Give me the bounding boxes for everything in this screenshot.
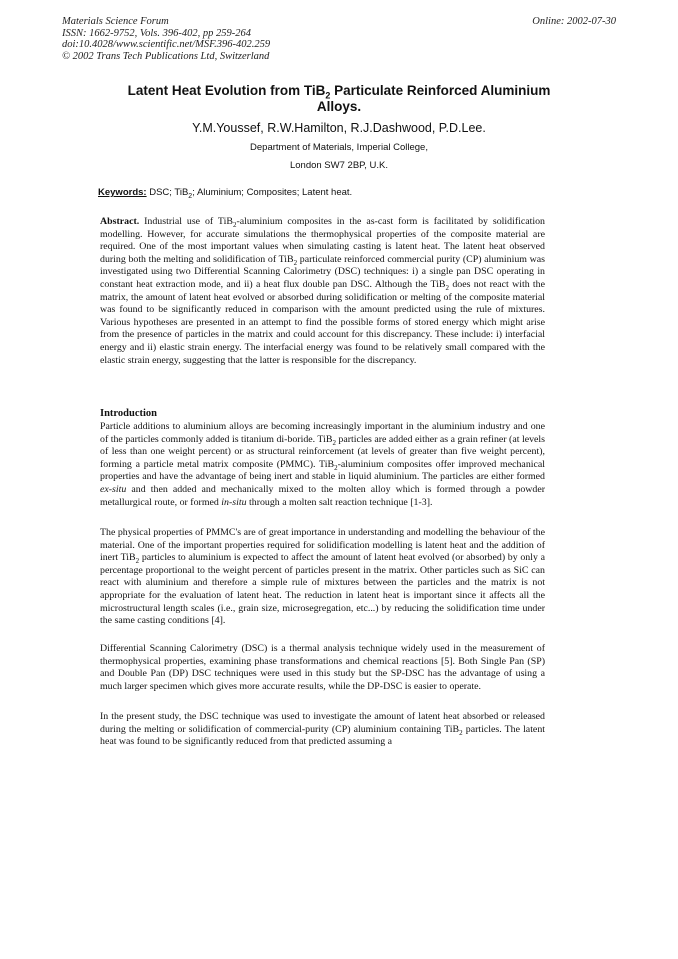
affiliation-address: London SW7 2BP, U.K. xyxy=(289,160,389,171)
doi-link[interactable]: doi:10.4028/www.scientific.net/MSF.396-402.259 xyxy=(62,39,271,50)
issn-line: ISSN: 1662-9752, Vols. 396-402, pp 259-264 xyxy=(62,27,251,39)
intro-paragraph-3: Differential Scanning Calorimetry (DSC) is a thermal analysis technique widely used in the measurement of thermophysical properties, examining phase transformations and chemical reactions [5]. Both Single Pan (SP) and Double Pan (DP) DSC techniques were used in this study but the SP-DSC has the advantage of using a much larger specimen which gives more accurate results, while the DP-DSC is easier to operate. xyxy=(100,643,545,692)
copyright-line: © 2002 Trans Tech Publications Ltd, Switzerland xyxy=(62,50,270,62)
journal-header xyxy=(62,16,462,62)
abstract-paragraph: Abstract. Industrial use of TiB$_2$-aluminium composites in the as-cast form is facilitated by solidification modelling. However, for accurate simulations the thermophysical properties of the composite material are required. One of the most important values when simulating casting is latent heat. The latent heat observed during both the melting and solidification of TiB$_2$ particulate reinforced commercial purity (CP) aluminium was investigated using two Differential Scanning Calorimetry (DSC) techniques: i) a single pan DSC operating in constant heat extraction mode, and ii) a heat flux double pan DSC. Although the TiB$_2$ does not react with the matrix, the amount of latent heat evolved or absorbed during solidification or melting of the composite material was found to be significantly reduced in comparison with the amount predicted using the rule of mixtures. Various hypotheses are presented in an attempt to find the possible forms of stored energy which might arise from the presence of particles in the matrix and could account for this discrepancy. These include: i) interfacial energy and ii) elastic strain energy. The interfacial energy was found to be relatively small compared with the elastic strain energy, suggesting that the latter is responsible for the discrepancy. xyxy=(100,216,545,366)
intro-paragraph-2: The physical properties of PMMC's are of great importance in understanding and modelling the behaviour of the material. One of the important properties required for solidification modelling is latent heat and the addition of inert TiB$_2$ particles to aluminium is expected to affect the amount of latent heat evolved (or absorbed) by only a percentage proportional to the weight percent of particles present in the matrix. Other particles such as SiC can react with aluminium and therefore a simple rule of mixtures between the particles and the matrix is not appropriate for the evaluation of latent heat. The reduction in latent heat is important since it affects all the microstructural length scales (i.e., grain size, microsegregation, etc...) by reducing the solidification time under the same casting conditions [4]. xyxy=(100,527,545,627)
section-heading-introduction: Introduction xyxy=(100,408,157,419)
keywords: Keywords: DSC; TiB$_2$; Aluminium; Composites; Latent heat. xyxy=(98,187,353,200)
abstract-label: Abstract. xyxy=(100,216,140,227)
author-list: Y.M.Youssef, R.W.Hamilton, R.J.Dashwood, P.D.Lee. xyxy=(192,121,486,135)
online-date: Online: 2002-07-30 xyxy=(532,16,616,27)
intro-paragraph-1: Particle additions to aluminium alloys are becoming increasingly important in the aluminium industry and one of the particles commonly added is titanium di-boride. TiB$_2$ particles are added either as a grain refiner (at levels of less than one weight percent) or as structural reinforcement (at levels of greater than five weight percent), forming a particle metal matrix composite (PMMC). TiB$_2$-aluminium composites offer improved mechanical properties and have the advantage of being inert and stable in liquid aluminium. The particles are either formed ex-situ and then added and mechanically mixed to the molten alloy which is formed through a powder metallurgical route, or formed in-situ through a molten salt reaction technique [1-3]. xyxy=(100,421,546,508)
affiliation-department: Department of Materials, Imperial College, xyxy=(250,142,428,153)
intro-paragraph-4: In the present study, the DSC technique was used to investigate the amount of latent heat absorbed or released during the melting or solidification of commercial-purity (CP) aluminium containing TiB$_2$ particles. The latent heat was found to be significantly reduced from that predicted assuming a xyxy=(100,711,545,748)
journal-name: Materials Science Forum xyxy=(62,16,169,27)
keywords-label: Keywords: xyxy=(98,187,147,198)
paper-title-line-2: Alloys. xyxy=(316,99,362,114)
paper-title-line-1: Latent Heat Evolution from TiB$_2$ Particulate Reinforced Aluminium xyxy=(127,83,551,101)
